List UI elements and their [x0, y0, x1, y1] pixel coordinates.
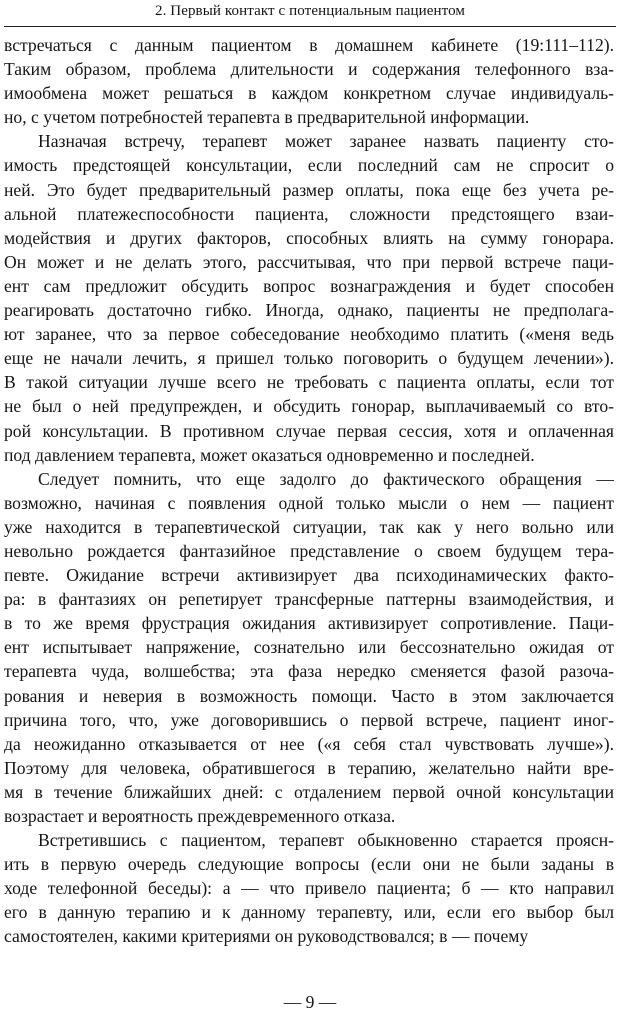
text-line: ра: в фантазиях он репетирует трансферные паттерны взаимодействия, и [4, 589, 614, 610]
text-line: модействия и других факторов, способных влиять на сумму гонорара. [4, 227, 614, 248]
paragraph [4, 129, 614, 466]
text-line: невольно рождается фантазийное представление о своем будущем тера- [4, 540, 614, 561]
text-line: реагировать достаточно гибко. Иногда, однако, пациенты не предполага- [4, 300, 614, 321]
text-line: уже находится в терапевтической ситуации, так как у него вольно или [4, 516, 614, 537]
text-line: рования и неверия в возможность помощи. Часто в этом заключается [4, 685, 614, 706]
paragraph [4, 467, 614, 828]
page-number: — 9 — [283, 992, 337, 1012]
text-line: Встретившись с пациентом, терапевт обыкновенно старается проясн- [38, 830, 614, 851]
text-line: не был о ней предупрежден, и обсудить гонорар, выплачиваемый со вто- [4, 396, 614, 417]
paragraph [4, 828, 614, 948]
text-line: Он может и не делать этого, рассчитывая, что при первой встрече паци- [4, 251, 614, 272]
running-head: 2. Первый контакт с потенциальным пациентом [154, 3, 466, 19]
header-rule [4, 26, 616, 27]
text-line: ют заранее, что за первое собеседование необходимо платить («меня ведь [4, 324, 614, 345]
text-line: возможно, начиная с появления одной только мысли о нем — пациент [4, 492, 614, 513]
text-line: Следует помнить, что еще задолго до фактического обращения — [38, 468, 614, 489]
text-line: самостоятелен, какими критериями он руководствовался; в — почему [4, 926, 529, 947]
text-line: ент испытывает напряжение, сознательно или бессознательно ожидая от [4, 637, 614, 658]
text-line: встречаться с данным пациентом в домашнем кабинете (19:111–112). [4, 35, 614, 55]
text-line: мя в течение ближайших дней: с отдалением первой очной консультации [4, 781, 614, 802]
text-line: Таким образом, проблема длительности и содержания телефонного вза- [4, 59, 614, 80]
text-body [4, 33, 614, 949]
text-line: рой консультации. В противном случае первая сессия, хотя и оплаченная [4, 420, 614, 441]
text-line: ней. Это будет предварительный размер оплаты, пока еще без учета ре- [4, 179, 614, 200]
text-line: имость предстоящей консультации, если последний сам не спросит о [4, 155, 614, 176]
text-line: терапевта чуда, волшебства; эта фаза нередко сменяется фазой разоча- [4, 661, 614, 682]
text-line: да неожиданно отказывается от нее («я себя стал чувствовать лучше»). [4, 733, 614, 754]
text-line: но, с учетом потребностей терапевта в предварительной информации. [4, 107, 530, 128]
text-line: под давлением терапевта, может оказаться одновременно и последней. [4, 444, 535, 465]
text-line: Назначая встречу, терапевт может заранее назвать пациенту сто- [38, 131, 614, 152]
text-line: В такой ситуации лучше всего не требовать с пациента оплаты, если тот [4, 372, 614, 393]
text-line: причина того, что, уже договорившись о первой встрече, пациент иног- [4, 709, 614, 730]
text-line: Поэтому для человека, обратившегося в терапию, желательно найти вре- [4, 757, 614, 778]
text-line: его в данную терапию и к данному терапевту, или, если его выбор был [4, 902, 614, 923]
text-line: ент сам предложит обсудить вопрос вознаграждения и будет способен [4, 275, 614, 296]
text-line: в то же время фрустрация ожидания активизирует сопротивление. Паци- [4, 613, 614, 634]
text-line: ить в первую очередь следующие вопросы (если они не были заданы в [4, 854, 614, 875]
text-line: ходе телефонной беседы): а — что привело пациента; б — кто направил [4, 878, 614, 899]
text-line: альной платежеспособности пациента, сложности предстоящего взаи- [4, 203, 614, 224]
text-line: певте. Ожидание встречи активизирует два психодинамических факто- [4, 565, 614, 586]
paragraph [4, 33, 614, 129]
text-line: возрастает и вероятность преждевременного отказа. [4, 806, 396, 826]
text-line: еще не начали лечить, я пришел только поговорить о будущем лечении»). [4, 348, 614, 369]
text-line: имообмена может решаться в каждом конкретном случае индивидуаль- [4, 83, 614, 104]
